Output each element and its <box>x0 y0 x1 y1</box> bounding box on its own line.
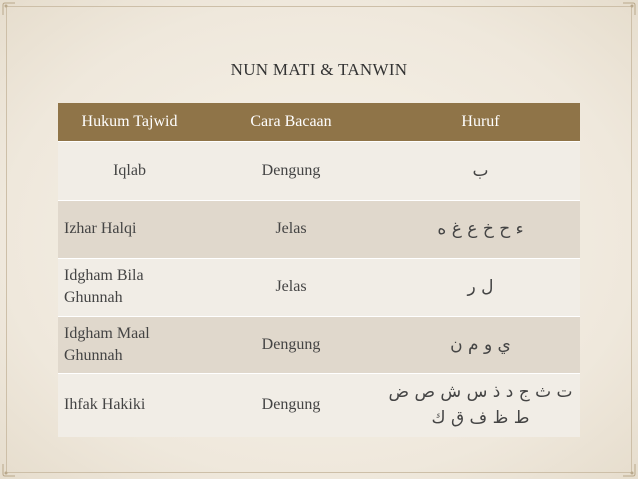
cell-huruf: ب <box>472 160 489 181</box>
table-row <box>58 373 580 437</box>
table-header-row <box>58 103 580 141</box>
cell-cara: Jelas <box>275 220 307 237</box>
corner-ornament-icon <box>2 2 16 16</box>
cell-huruf: ل ر <box>467 277 494 297</box>
header-cara-bacaan: Cara Bacaan <box>250 112 332 130</box>
cell-cara: Dengung <box>261 161 321 179</box>
cell-cara: Jelas <box>275 278 307 295</box>
corner-ornament-icon <box>2 463 16 477</box>
cell-cara: Dengung <box>261 396 321 414</box>
table-row <box>58 316 580 373</box>
cell-hukum: Izhar Halqi <box>64 220 137 237</box>
slide-title: NUN MATI & TANWIN <box>230 60 408 79</box>
cell-huruf: ت ث ج د ذ س ش ص ض ط ظ ف ق ك <box>388 382 573 429</box>
cell-cara: Dengung <box>261 335 321 353</box>
cell-hukum: Idgham Bila Ghunnah <box>64 267 144 306</box>
cell-huruf: ي و م ن <box>450 334 511 355</box>
table-row <box>58 200 580 258</box>
table-row <box>58 258 580 316</box>
header-hukum-tajwid: Hukum Tajwid <box>81 112 178 130</box>
table-row <box>58 141 580 200</box>
corner-ornament-icon <box>622 463 636 477</box>
cell-huruf: ء ح خ ع غ ه <box>437 219 524 239</box>
header-huruf: Huruf <box>461 112 500 130</box>
cell-hukum: Idgham Maal Ghunnah <box>64 324 150 364</box>
tajwid-table <box>58 103 580 437</box>
cell-hukum: Ihfak Hakiki <box>64 396 146 414</box>
cell-hukum: Iqlab <box>113 161 146 179</box>
corner-ornament-icon <box>622 2 636 16</box>
